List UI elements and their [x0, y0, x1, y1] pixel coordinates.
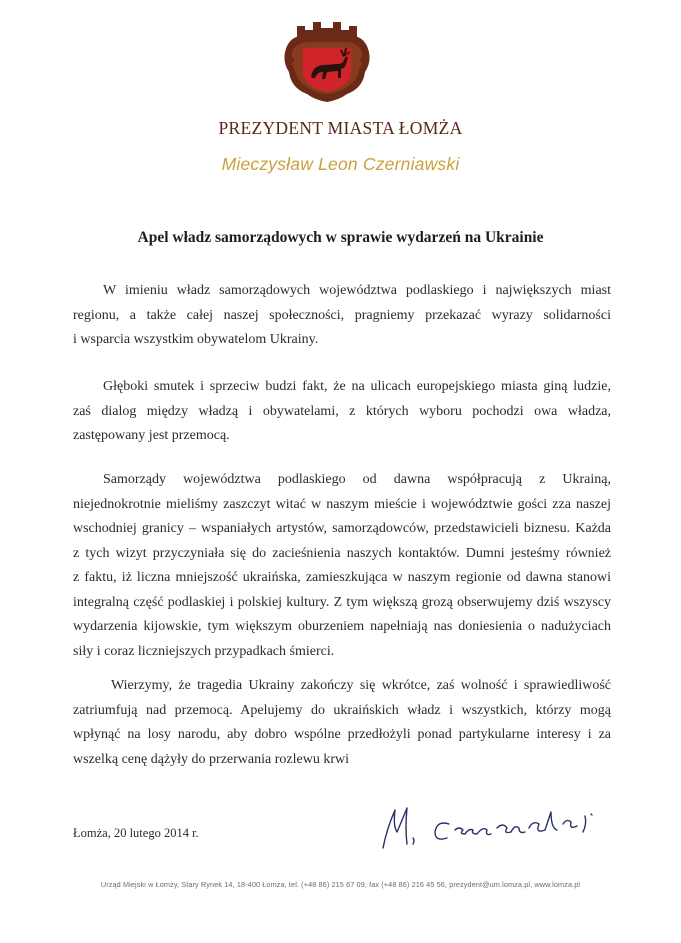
- paragraph-line: zaś dialog między władzą i obywatelami, z których wyboru pochodzi owa władza,: [73, 403, 611, 419]
- paragraph-3: [73, 468, 611, 664]
- appeal-heading: Apel władz samorządowych w sprawie wydarzeń na Ukrainie: [137, 229, 544, 246]
- paragraph-line: zatriumfują nad przemocą. Apelujemy do ukraińskich władz i wszystkich, którzy mogą: [73, 702, 611, 718]
- paragraph-line: wszelką cenę dążyły do przerwania rozlewu krwi: [73, 751, 349, 767]
- paragraph-4: [73, 674, 611, 772]
- office-title: PREZYDENT MIASTA ŁOMŻA: [218, 118, 463, 138]
- paragraph-line: integralną część podlaskiej i polskiej kultury. Z tym większą grozą obserwujemy dziś wszyscy: [73, 594, 611, 610]
- paragraph-line: W imieniu władz samorządowych województwa podlaskiego i największych miast: [103, 283, 611, 298]
- mayor-name: Mieczysław Leon Czerniawski: [221, 154, 460, 174]
- city-crest-deer-icon: [283, 20, 371, 104]
- paragraph-line: z tych wizyt przyczyniała się do zacieśnienia naszych kontaktów. Dumni jesteśmy również: [73, 545, 611, 561]
- paragraph-line: wydarzenia kijowskie, tym większym oburzeniem napełniają nas doniesienia o nadużyciach: [73, 619, 611, 634]
- paragraph-line: wpłynąć na losy narodu, aby dobro wspólne przedłożyli ponad partykularne interesy i za: [73, 727, 611, 742]
- footer-contact: Urząd Miejski w Łomży, Stary Rynek 14, 18-400 Łomża, tel. (+48 86) 215 67 09, fax (+48 86) 216 45 56, prezydent@um.lomza.pl, www.lomza.pl: [100, 880, 581, 889]
- paragraph-line: i wsparcia wszystkim obywatelom Ukrainy.: [73, 332, 319, 347]
- paragraph-line: regionu, a także całej naszej społeczności, pragniemy przekazać wyrazy solidarności: [73, 307, 611, 323]
- paragraph-line: Głęboki smutek i sprzeciw budzi fakt, że na ulicach europejskiego miasta giną ludzie,: [103, 379, 611, 394]
- paragraph-line: z faktu, iż liczna mniejszość ukraińska, zamieszkująca w naszym regionie od dawna stanowi: [73, 570, 611, 585]
- place-date: Łomża, 20 lutego 2014 r.: [73, 826, 199, 840]
- paragraph-1: [73, 279, 611, 353]
- handwritten-signature: [373, 798, 603, 856]
- paragraph-line: zastępowany jest przemocą.: [73, 428, 230, 443]
- paragraph-2: [73, 375, 611, 449]
- paragraph-line: siły i coraz liczniejszych przypadkach śmierci.: [73, 643, 335, 659]
- paragraph-line: Samorządy województwa podlaskiego od dawna współpracują z Ukrainą,: [103, 472, 611, 487]
- paragraph-line: wschodniej granicy – wspaniałych artystów, samorządowców, przedstawicieli biznesu. Każda: [73, 521, 611, 536]
- paragraph-line: niejednokrotnie mieliśmy zaszczyt witać w naszym mieście i województwie gości zza naszej: [73, 496, 611, 512]
- paragraph-line: Wierzymy, że tragedia Ukrainy zakończy się wkrótce, zaś wolność i sprawiedliwość: [111, 678, 611, 693]
